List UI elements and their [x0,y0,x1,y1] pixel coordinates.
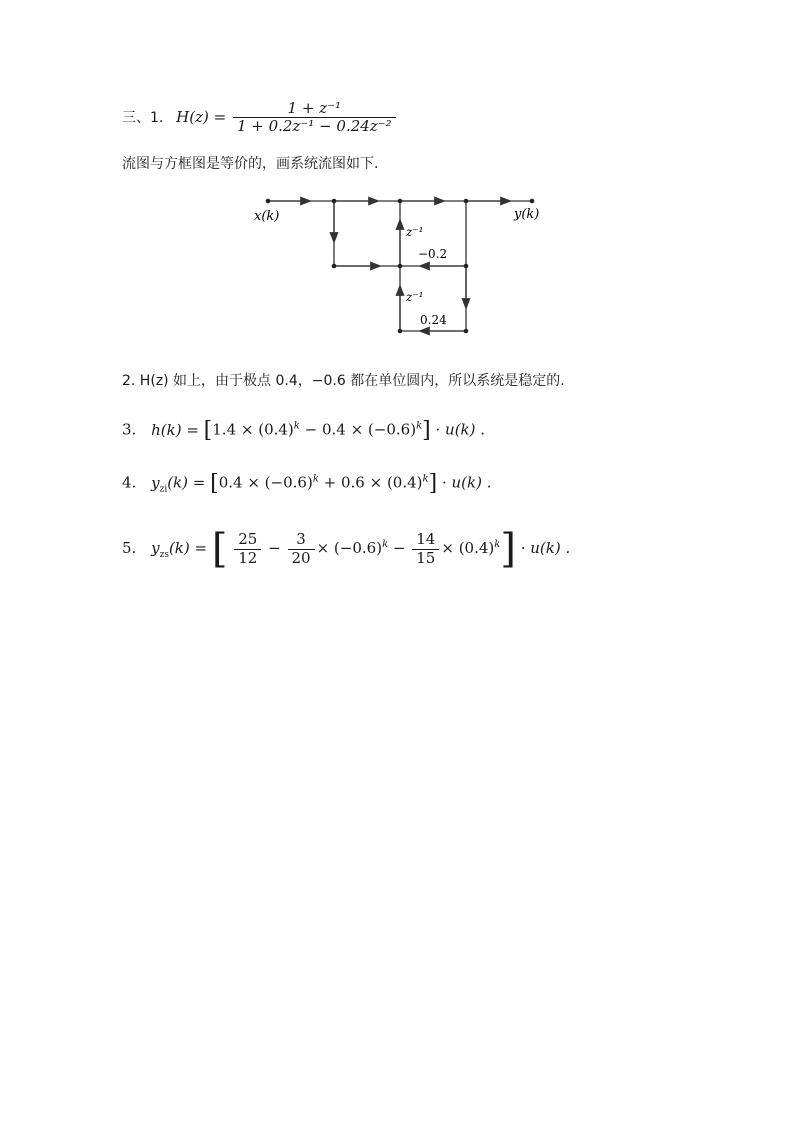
q5-fraction-3: $\frac{14}{15}$ [412,531,439,567]
q5-fraction-1: $\frac{25}{12}$ [234,531,261,567]
q4-lhs-sub: zi [159,484,168,495]
gain-label-2: 0.24 [420,313,447,327]
q1-denominator: 1 + 0.2z⁻¹ − 0.24z⁻² [233,117,396,135]
q3-lhs: h(k) = [151,420,199,439]
delay-label-1: z⁻¹ [406,225,424,239]
q4-tail: · u(k) . [441,473,492,492]
q2-stability: 2. H(z) 如上，由于极点 0.4，−0.6 都在单位圆内，所以系统是稳定的. [122,373,565,389]
q3-term2: − 0.4 × (−0.6) [299,420,417,439]
q3-exp2: k [416,420,423,432]
q3-exp1: k [293,420,300,432]
q5-fraction-2: $\frac{3}{20}$ [288,531,315,567]
q3-term1: 1.4 × (0.4) [212,420,294,439]
input-label: x(k) [254,209,280,224]
q5-tail: · u(k) . [520,539,571,557]
q3-impulse-response: 3. $h(k) = [1.4 \times (0.4)^k - 0.4 \times (-0.6)^k] \cdot u(k)$ . [122,418,486,443]
gain-label-1: −0.2 [418,247,448,261]
q4-exp1: k [312,473,319,485]
q4-lhs-rest: (k) = [167,473,206,492]
output-label: y(k) [514,207,540,222]
q1-lhs: H(z) = [176,107,227,126]
q3-number: 3. [122,420,137,439]
delay-label-2: z⁻¹ [406,290,424,304]
signal-flow-diagram [240,188,560,338]
q1-note: 流图与方框图是等价的，画系统流图如下. [122,156,379,172]
q4-term2: + 0.6 × (0.4) [318,473,423,492]
q4-lhs-y: y [151,473,160,492]
q1-prefix: 三、1. [122,109,164,126]
q5-lhs-sub: zs [159,550,169,560]
q1-numerator: 1 + z⁻¹ [287,99,342,117]
q5-lhs-rest: (k) = [168,539,208,557]
q5-zero-state-response: 5. $y_{zs}(k)$ = [ $\frac{25}{12}$ − $\frac{3}{20}$ × $(-0.6)^k$ − $\frac{14}{15}$ × $(0.4)^k] \cdot u(k)$ . [122,526,571,572]
q1-fraction [233,100,396,136]
q5-lhs-y: y [151,539,160,557]
q5-number: 5. [122,539,137,557]
q4-number: 4. [122,473,137,492]
q4-exp2: k [422,473,429,485]
q1-transfer-function [122,100,398,136]
q4-term1: 0.4 × (−0.6) [218,473,313,492]
q3-tail: · u(k) . [435,420,486,439]
q4-zero-input-response: 4. $y_{zi}(k) = [0.4 \times (-0.6)^k + 0.6 \times (0.4)^k] \cdot u(k)$ . [122,471,492,496]
